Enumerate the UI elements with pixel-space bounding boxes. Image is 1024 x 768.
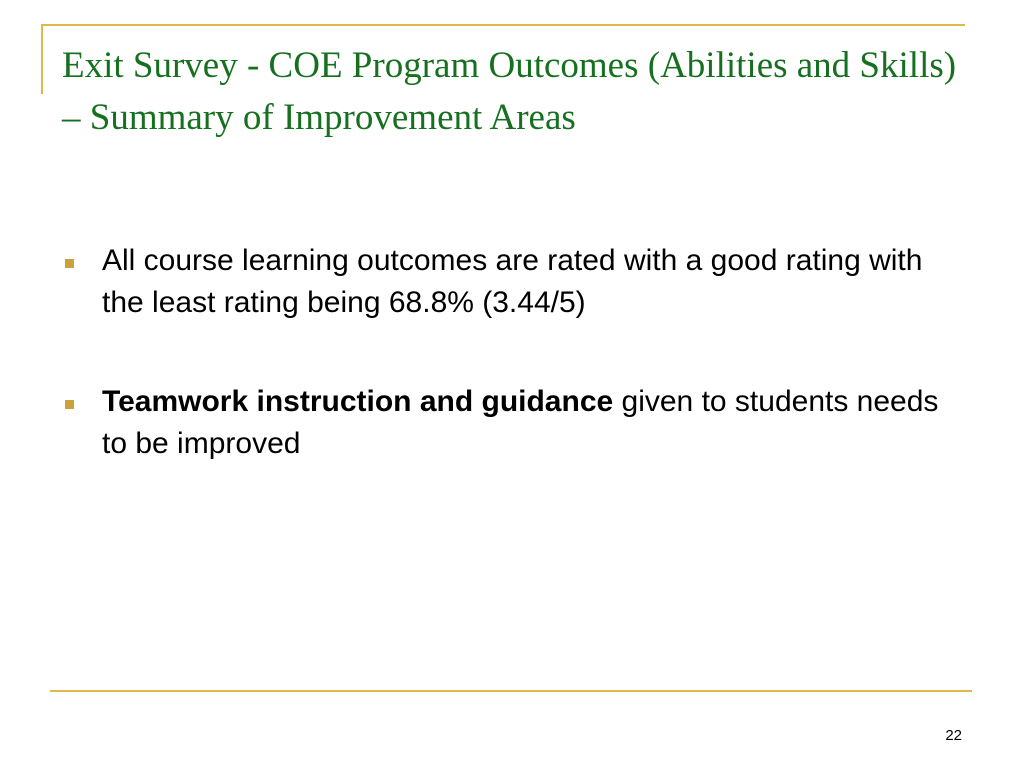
bullet-item-1 — [62, 240, 962, 324]
title-frame-top-line — [41, 24, 965, 26]
footer-divider — [50, 690, 972, 692]
bullet-item-2 — [62, 381, 962, 465]
square-bullet-icon — [65, 400, 74, 409]
page-number: 22 — [945, 727, 962, 744]
bullet-list — [62, 240, 962, 522]
bullet-text — [102, 244, 922, 319]
bullet-body-text: given to students needs to be improved — [102, 385, 939, 460]
slide-title: Exit Survey - COE Program Outcomes (Abilities and Skills) – Summary of Improvement Areas — [62, 45, 957, 138]
title-frame-left-line — [41, 24, 43, 94]
bullet-body-text: All course learning outcomes are rated with a good rating with the least rating being 68.8% (3.44/5) — [102, 244, 923, 319]
bullet-text — [102, 385, 938, 460]
bullet-bold-text: Teamwork instruction and guidance — [102, 385, 614, 418]
square-bullet-icon — [65, 259, 74, 268]
